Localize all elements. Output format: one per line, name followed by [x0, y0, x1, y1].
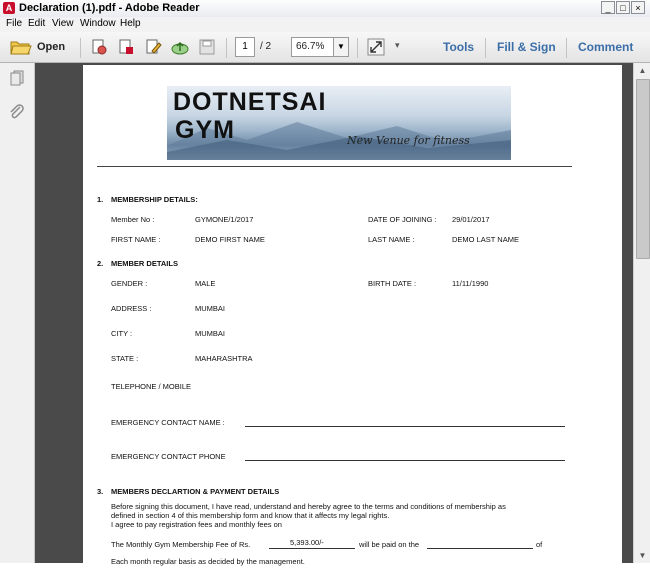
- section-number: 2.: [97, 259, 104, 268]
- field-label: GENDER :: [111, 279, 148, 288]
- field-label: ADDRESS :: [111, 304, 152, 313]
- menu-window[interactable]: Window: [80, 18, 116, 29]
- field-label: EMERGENCY CONTACT NAME :: [111, 418, 225, 427]
- minimize-button[interactable]: _: [601, 1, 615, 14]
- basis-text: Each month regular basis as decided by the management.: [111, 557, 305, 566]
- toolbar-separator: [566, 38, 567, 58]
- pdf-page: [83, 65, 622, 575]
- field-label: EMERGENCY CONTACT PHONE: [111, 452, 226, 461]
- toolbar-separator: [226, 38, 227, 58]
- window-title: Declaration (1).pdf - Adobe Reader: [19, 2, 200, 14]
- toolbar-separator: [485, 38, 486, 58]
- emergency-name-line: [245, 426, 565, 427]
- section-title: MEMBERSHIP DETAILS:: [111, 195, 198, 204]
- gym-banner-image: [167, 86, 511, 160]
- menu-file[interactable]: File: [6, 18, 23, 29]
- fee-label: The Monthly Gym Membership Fee of Rs.: [111, 540, 251, 549]
- save-icon[interactable]: [198, 38, 216, 56]
- field-value: MUMBAI: [195, 329, 225, 338]
- scroll-down-icon[interactable]: ▼: [638, 551, 647, 560]
- zoom-value: 66.7%: [296, 41, 325, 52]
- paid-on-text: will be paid on the: [359, 540, 420, 549]
- fee-line: [269, 548, 355, 549]
- field-value: 29/01/2017: [452, 215, 490, 224]
- section-number: 1.: [97, 195, 104, 204]
- field-value: MALE: [195, 279, 216, 288]
- page-thumbnails-icon[interactable]: [8, 69, 26, 87]
- open-button[interactable]: Open: [37, 41, 66, 53]
- banner-tagline: New Venue for fitness: [347, 134, 470, 147]
- create-pdf-icon[interactable]: [90, 38, 108, 56]
- field-label: LAST NAME :: [368, 235, 415, 244]
- tools-button[interactable]: Tools: [443, 40, 475, 54]
- comment-button[interactable]: Comment: [578, 40, 634, 54]
- of-text: of: [536, 540, 543, 549]
- toolbar: [0, 32, 650, 63]
- page-total: / 2: [260, 41, 272, 52]
- fullscreen-icon[interactable]: [367, 38, 385, 56]
- field-label: DATE OF JOINING :: [368, 215, 437, 224]
- toolbar-separator: [357, 38, 358, 58]
- field-value: GYMONE/1/2017: [195, 215, 254, 224]
- scroll-up-icon[interactable]: ▲: [638, 66, 647, 75]
- adobe-reader-icon: A: [3, 2, 15, 14]
- field-label: STATE :: [111, 354, 139, 363]
- field-label: Member No :: [111, 215, 155, 224]
- field-value: MUMBAI: [195, 304, 225, 313]
- section-number: 3.: [97, 487, 104, 496]
- menu-view[interactable]: View: [52, 18, 74, 29]
- field-value: DEMO LAST NAME: [452, 235, 519, 244]
- fill-sign-button[interactable]: Fill & Sign: [497, 40, 556, 54]
- field-label: BIRTH DATE :: [368, 279, 417, 288]
- folder-open-icon[interactable]: [10, 38, 32, 56]
- field-label: FIRST NAME :: [111, 235, 161, 244]
- toolbar-overflow-icon[interactable]: ▾: [395, 40, 400, 50]
- vertical-scrollbar[interactable]: [633, 63, 650, 563]
- toolbar-separator: [80, 38, 81, 58]
- menu-help[interactable]: Help: [120, 18, 141, 29]
- section-title: MEMBERS DECLARTION & PAYMENT DETAILS: [111, 487, 280, 496]
- export-pdf-icon[interactable]: [117, 38, 135, 56]
- banner-title-line1: DOTNETSAI: [173, 88, 327, 116]
- upload-cloud-icon[interactable]: [171, 38, 189, 56]
- field-label: CITY :: [111, 329, 133, 338]
- chevron-down-icon[interactable]: ▼: [333, 38, 348, 56]
- fee-value: 5,393.00/-: [290, 538, 324, 547]
- close-button[interactable]: ×: [631, 1, 645, 14]
- declaration-text: I agree to pay registration fees and monthly fees on: [111, 520, 282, 529]
- zoom-select[interactable]: [291, 37, 349, 57]
- emergency-phone-line: [245, 460, 565, 461]
- scrollbar-thumb[interactable]: [636, 79, 650, 259]
- paid-on-line: [427, 548, 533, 549]
- document-view[interactable]: [35, 63, 633, 566]
- attachment-icon[interactable]: [8, 103, 26, 121]
- banner-title-line2: GYM: [175, 116, 235, 144]
- field-value: DEMO FIRST NAME: [195, 235, 265, 244]
- navigation-pane: [0, 63, 35, 563]
- edit-pdf-icon[interactable]: [144, 38, 162, 56]
- section-title: MEMBER DETAILS: [111, 259, 178, 268]
- header-divider: [97, 166, 572, 167]
- title-bar: [0, 0, 650, 18]
- maximize-button[interactable]: □: [616, 1, 630, 14]
- field-label: TELEPHONE / MOBILE: [111, 382, 192, 391]
- declaration-text: defined in section 4 of this membership form and know that it affects my legal rights.: [111, 511, 390, 520]
- menu-bar: [0, 17, 650, 32]
- field-value: MAHARASHTRA: [195, 354, 253, 363]
- menu-edit[interactable]: Edit: [28, 18, 46, 29]
- field-value: 11/11/1990: [452, 279, 489, 288]
- page-number-input[interactable]: 1: [235, 37, 255, 57]
- declaration-text: Before signing this document, I have read, understand and hereby agree to the terms and conditions of membership as: [111, 502, 506, 511]
